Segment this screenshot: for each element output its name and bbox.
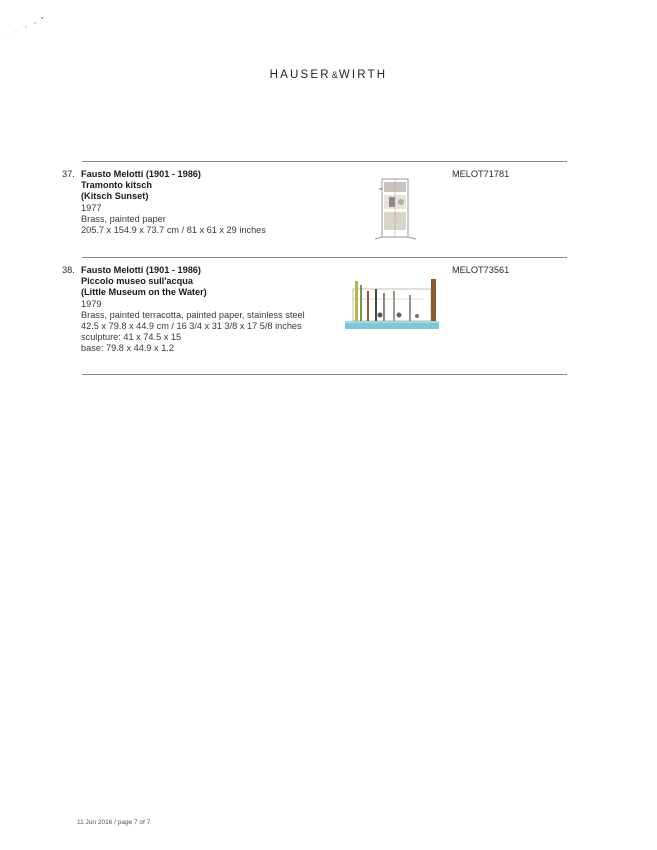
entry-number: 38. [62, 265, 75, 275]
brand-name-right: WIRTH [338, 69, 388, 81]
artwork-image-tramonto-kitsch [371, 177, 421, 244]
artwork-medium: Brass, painted paper [81, 213, 166, 224]
entry-details [81, 265, 331, 355]
brand-name-left: HAUSER [269, 69, 331, 81]
artwork-image-piccolo-museo [343, 277, 443, 336]
reference-code: MELOT73561 [452, 265, 510, 275]
entry-number: 37. [62, 169, 75, 179]
catalog-entry-37 [62, 169, 567, 249]
divider-bottom [82, 374, 567, 375]
artist-name: Fausto Melotti (1901 - 1986) [81, 169, 201, 179]
artwork-year: 1979 [81, 298, 102, 309]
artwork-medium: Brass, painted terracotta, painted paper, stainless steel [81, 309, 305, 320]
catalog-entry-38 [62, 265, 567, 365]
artwork-title: Piccolo museo sull'acqua [81, 276, 193, 287]
artwork-dimensions: 42.5 x 79.8 x 44.9 cm / 16 3/4 x 31 3/8 x 17 5/8 inches [81, 321, 302, 332]
artwork-dimensions: 205.7 x 154.9 x 73.7 cm / 81 x 61 x 29 inches [81, 225, 266, 236]
base-dimensions: base: 79.8 x 44.9 x 1.2 [81, 343, 174, 354]
gallery-logo [0, 69, 657, 81]
divider-top [82, 161, 567, 162]
sculpture-dimensions: sculpture: 41 x 74.5 x 15 [81, 332, 182, 343]
artwork-title: Tramonto kitsch [81, 180, 152, 191]
artwork-title-translation: (Kitsch Sunset) [81, 191, 149, 202]
brand-ampersand: & [331, 70, 338, 80]
reference-code: MELOT71781 [452, 169, 510, 179]
artwork-year: 1977 [81, 202, 102, 213]
artist-name: Fausto Melotti (1901 - 1986) [81, 265, 201, 275]
page-footer: 11 Jun 2016 / page 7 of 7 [77, 819, 151, 826]
entry-details [81, 169, 331, 236]
artwork-title-translation: (Little Museum on the Water) [81, 287, 207, 298]
scan-specks [4, 14, 54, 49]
divider-middle [82, 257, 567, 258]
